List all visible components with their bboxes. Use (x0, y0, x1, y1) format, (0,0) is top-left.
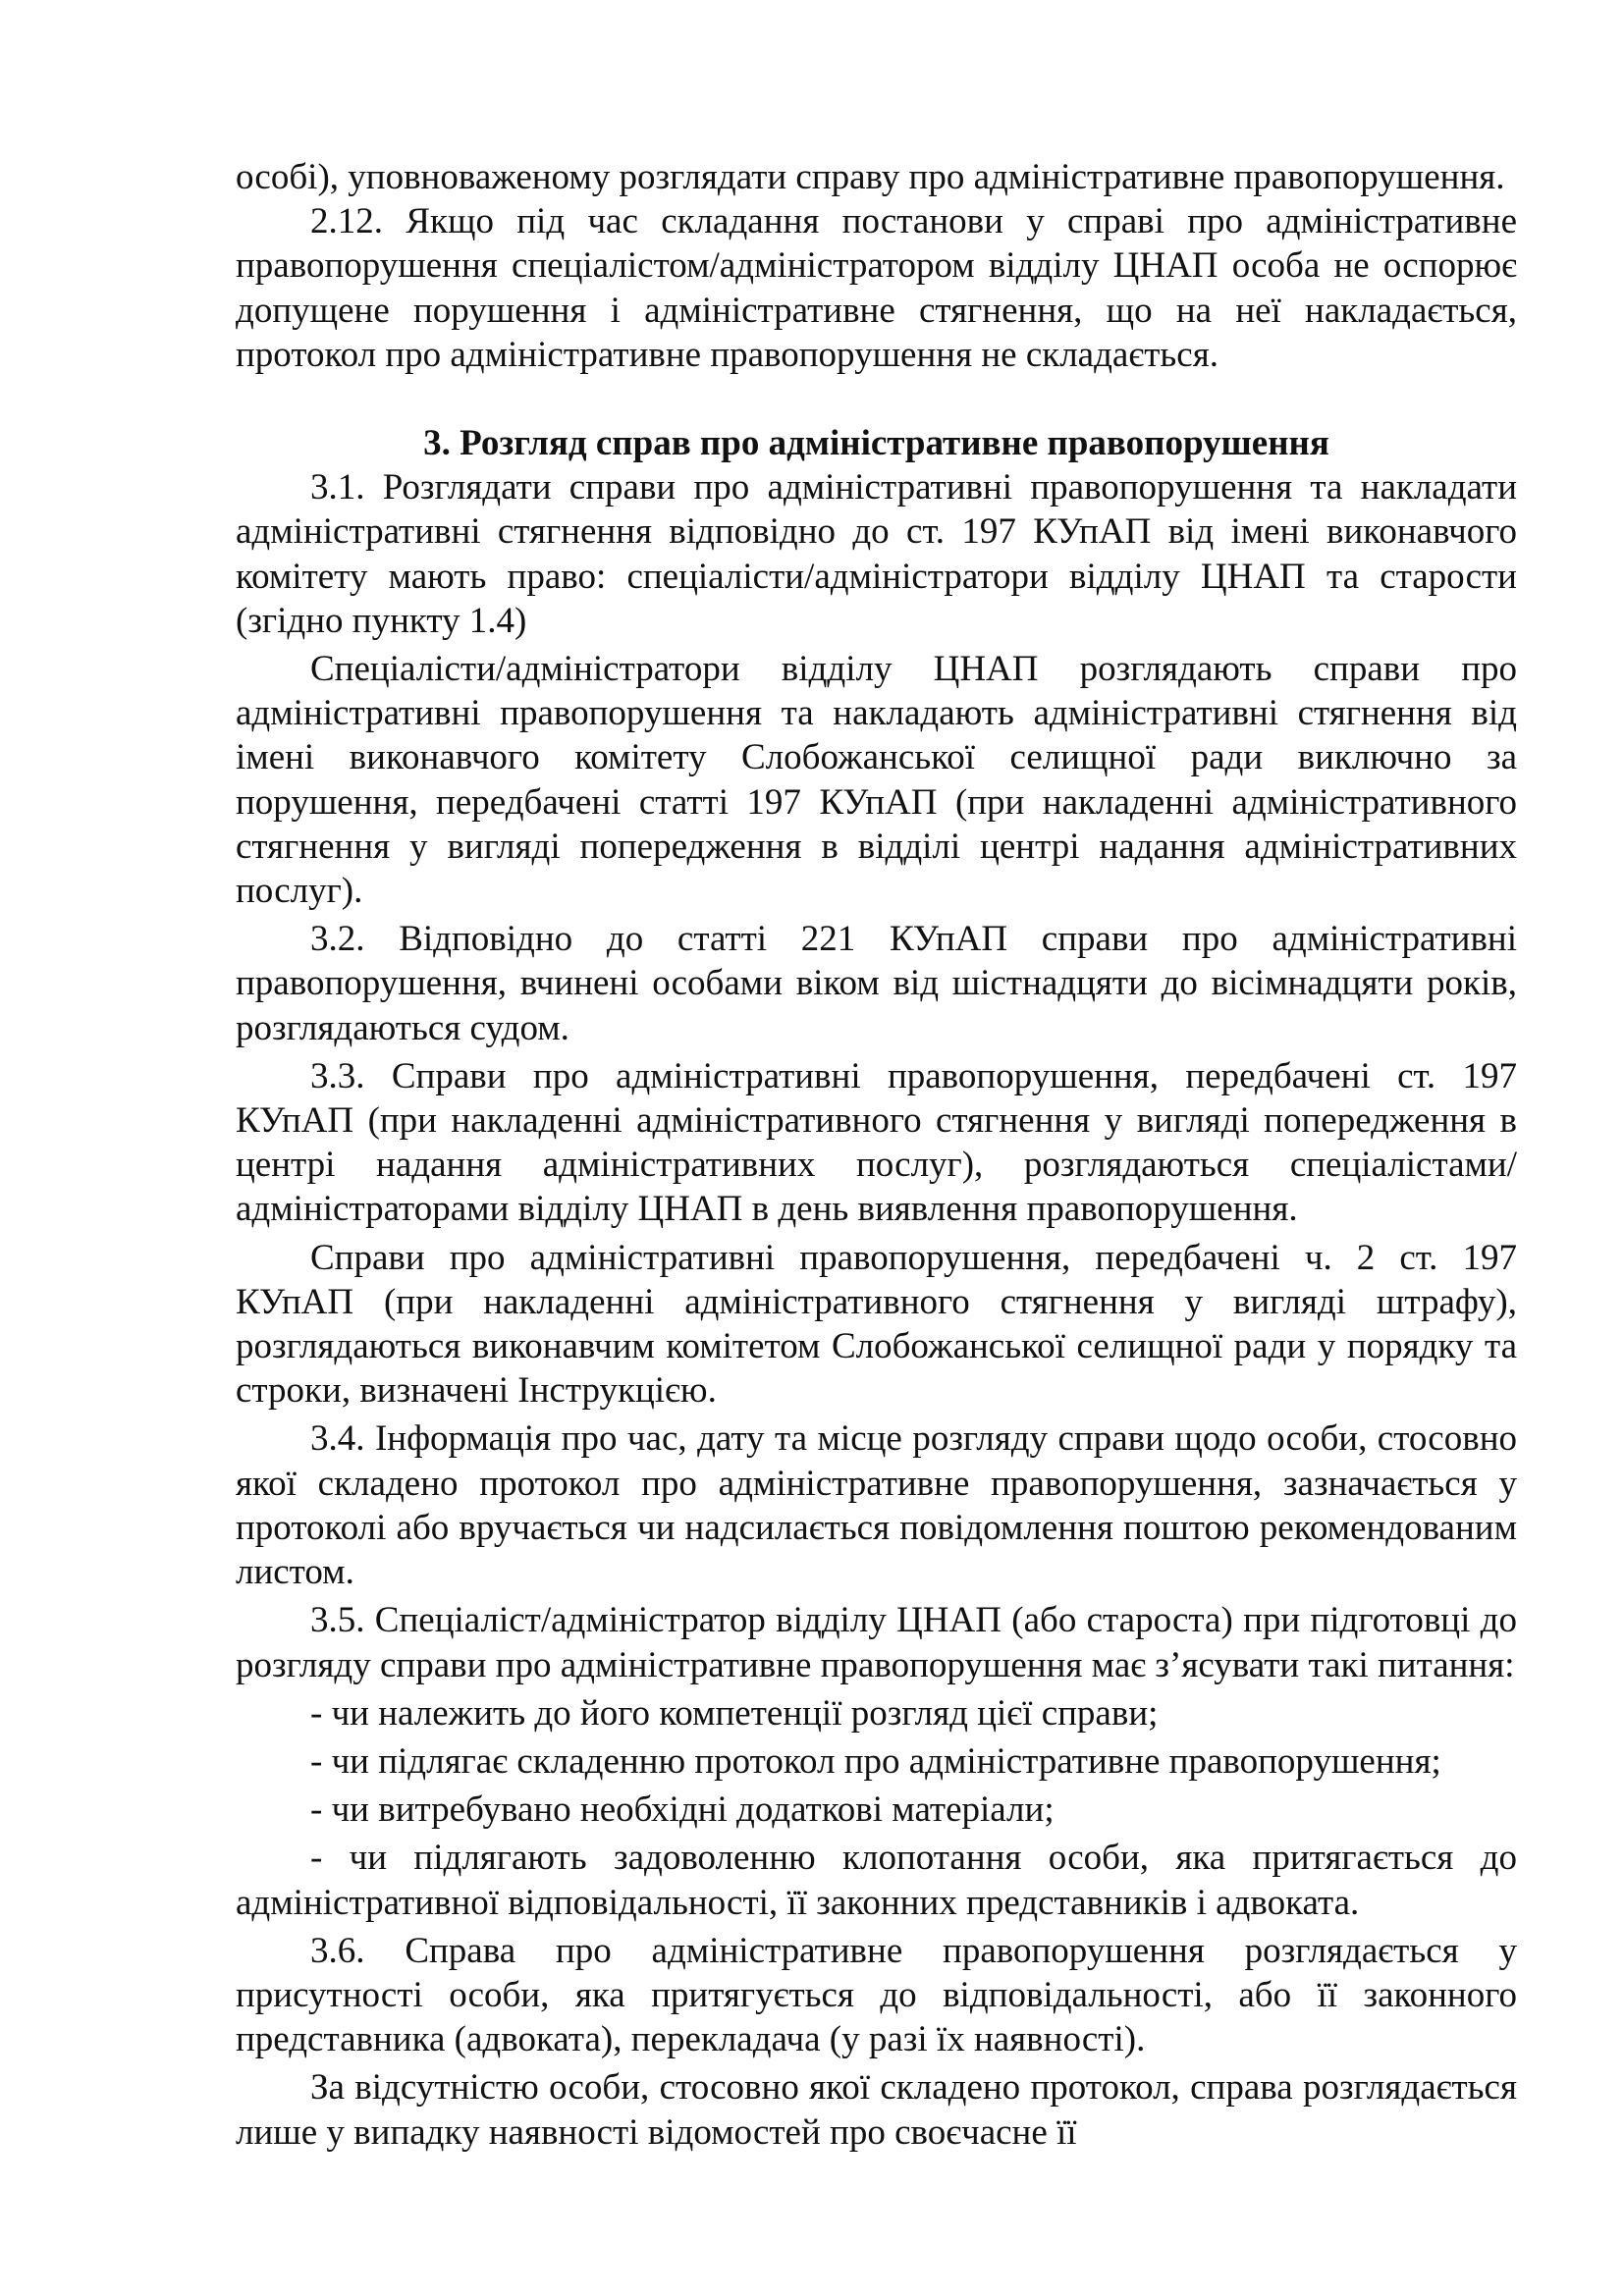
paragraph-3-1-specialists: Спеціалісти/адміністратори відділу ЦНАП розглядають справи про адміністративні правопорушення та накладають адміністративні стягнення від імені виконавчого комітету Слобожанської селищної ради виключно за порушення, передбачені статті 197 КУпАП (при накладенні адміністративного стягнення у вигляді попередження в відділі центрі надання адміністративних послуг). (236, 649, 1517, 912)
list-item-competence: - чи належить до його компетенції розгляд цієї справи; (310, 1692, 1159, 1734)
paragraph-3-3-fines: Справи про адміністративні правопорушення, передбачені ч. 2 ст. 197 КУпАП (при накладенні адміністративного стягнення у вигляді штрафу), розглядаються виконавчим комітетом Слобожанської селищної ради у порядку та строки, визначені Інструкцією. (236, 1237, 1517, 1412)
document-page (236, 155, 1517, 2155)
list-item-materials: - чи витребувано необхідні додаткові матеріали; (310, 1789, 1055, 1831)
paragraph-3-6-absence: За відсутністю особи, стосовно якої складено протокол, справа розглядається лише у випадку наявності відомостей про своєчасне її (236, 2067, 1517, 2153)
paragraph-2-12: 2.12. Якщо під час складання постанови у справі про адміністративне правопорушення спеціалістом/адміністратором відділу ЦНАП особа не оспорює допущене порушення і адміністративне стягнення, що на неї накладається, протокол про адміністративне правопорушення не складається. (236, 201, 1517, 375)
section-3-heading: 3. Розгляд справ про адміністративне правопорушення (423, 423, 1329, 464)
paragraph-3-2: 3.2. Відповідно до статті 221 КУпАП справи про адміністративні правопорушення, вчинені особами віком від шістнадцяти до вісімнадцяти років, розглядаються судом. (236, 919, 1517, 1048)
paragraph-3-3: 3.3. Справи про адміністративні правопорушення, передбачені ст. 197 КУпАП (при накладенні адміністративного стягнення у вигляді попередження в центрі надання адміністративних послуг), розглядаються спеціалістами/адміністраторами відділу ЦНАП в день виявлення правопорушення. (236, 1055, 1517, 1230)
list-item-protocol: - чи підлягає складенню протокол про адміністративне правопорушення; (310, 1740, 1441, 1782)
list-item-petitions: - чи підлягають задоволенню клопотання особи, яка притягається до адміністративної відповідальності, її законних представників і адвоката. (236, 1838, 1517, 1923)
paragraph-3-4: 3.4. Інформація про час, дату та місце розгляду справи щодо особи, стосовно якої складено протокол про адміністративне правопорушення, зазначається у протоколі або вручається чи надсилається повідомлення поштою рекомендованим листом. (236, 1418, 1517, 1593)
paragraph-continuation: особі), уповноваженому розглядати справу про адміністративне правопорушення. (236, 157, 1505, 197)
paragraph-3-5: 3.5. Спеціаліст/адміністратор відділу ЦНАП (або староста) при підготовці до розгляду справи про адміністративне правопорушення має з’ясувати такі питання: (236, 1600, 1517, 1685)
paragraph-3-1: 3.1. Розглядати справи про адміністративні правопорушення та накладати адміністративні стягнення відповідно до ст. 197 КУпАП від імені виконавчого комітету мають право: спеціалісти/адміністратори відділу ЦНАП та старости (згідно пункту 1.4) (236, 467, 1517, 641)
paragraph-3-6: 3.6. Справа про адміністративне правопорушення розглядається у присутності особи, яка притягується до відповідальності, або її законного представника (адвоката), перекладача (у разі їх наявності). (236, 1930, 1517, 2060)
